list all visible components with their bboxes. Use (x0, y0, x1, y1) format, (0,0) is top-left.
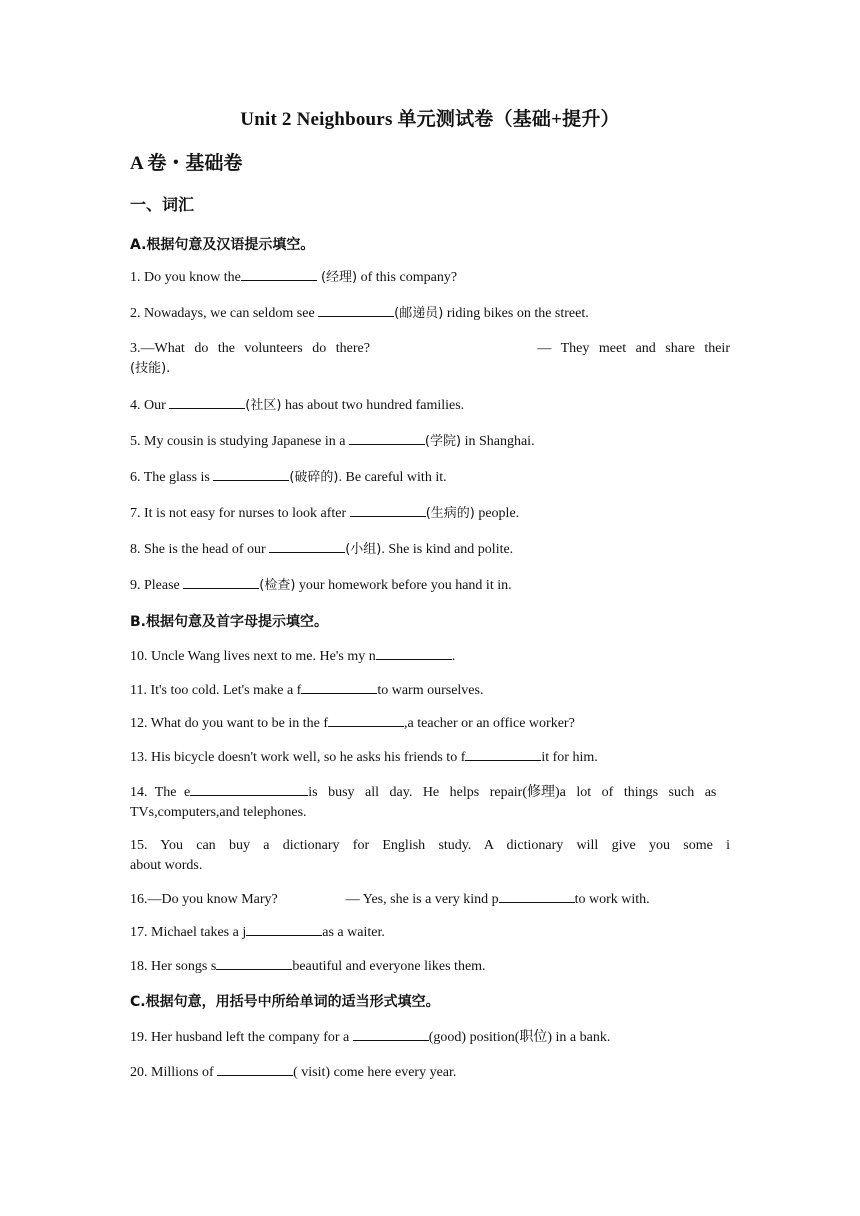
question-text: to warm ourselves. (377, 683, 484, 698)
answer-blank[interactable] (350, 503, 426, 517)
hint-text: (小组) (345, 542, 382, 557)
hint-text: (检查) (259, 578, 296, 593)
question-text: 7. It is not easy for nurses to look after (130, 506, 350, 521)
answer-blank[interactable] (499, 889, 575, 903)
answer-blank[interactable] (328, 713, 404, 727)
question-1 (130, 267, 730, 288)
question-text: in Shanghai. (461, 434, 535, 449)
question-text: of this company? (357, 270, 458, 285)
answer-blank[interactable] (349, 431, 425, 445)
question-text: has about two hundred families. (281, 398, 465, 413)
question-17 (130, 922, 730, 943)
question-text: . Be careful with it. (338, 470, 447, 485)
question-text: 1. Do you know the (130, 270, 241, 285)
hint-text: (技能). (130, 361, 171, 376)
question-text: 20. Millions of (130, 1065, 218, 1080)
question-13 (130, 747, 730, 768)
question-8 (130, 539, 730, 560)
question-2 (130, 303, 730, 324)
question-5 (130, 431, 730, 452)
question-text: to work with. (574, 892, 650, 907)
subsection-heading-a: A.根据句意及汉语提示填空。 (130, 237, 315, 253)
question-10 (130, 646, 730, 667)
question-text: 3.—What do the volunteers do there? (130, 341, 370, 356)
question-text: 8. She is the head of our (130, 542, 270, 557)
hint-text: (经理) (316, 270, 358, 285)
question-text: is busy all day. He helps repair(修理)a lot of things such as (308, 785, 717, 800)
question-4 (130, 395, 730, 416)
question-11 (130, 680, 730, 701)
question-text: — They meet and share their (537, 341, 730, 356)
hint-text: (生病的) (425, 506, 475, 521)
question-text: position(职位) in a bank. (466, 1030, 611, 1045)
answer-blank[interactable] (213, 467, 289, 481)
question-text: 12. What do you want to be in the f (130, 716, 329, 731)
question-text: 16.—Do you know Mary? (130, 892, 278, 907)
page-title: Unit 2 Neighbours 单元测试卷（基础+提升） (240, 109, 620, 130)
question-text: 10. Uncle Wang lives next to me. He's my n (130, 649, 376, 664)
part-heading-vocabulary: 一、词汇 (130, 195, 195, 214)
question-15 (130, 836, 730, 876)
question-14 (130, 782, 730, 823)
hint-text: (good) (428, 1030, 467, 1045)
question-text: 9. Please (130, 578, 184, 593)
answer-blank[interactable] (183, 575, 259, 589)
hint-text: (学院) (424, 434, 462, 449)
question-text: 15. You can buy a dictionary for English study. A dictionary will give you some i (130, 838, 730, 853)
question-text: 17. Michael takes a j (130, 925, 247, 940)
answer-blank[interactable] (217, 1062, 293, 1076)
answer-blank[interactable] (216, 956, 292, 970)
question-9 (130, 575, 730, 596)
question-text: . (451, 649, 456, 664)
question-text: beautiful and everyone likes them. (292, 959, 486, 974)
question-16 (130, 889, 730, 910)
answer-blank[interactable] (241, 267, 317, 281)
answer-blank[interactable] (318, 303, 394, 317)
question-7 (130, 503, 730, 524)
question-text: as a waiter. (322, 925, 385, 940)
answer-blank[interactable] (190, 782, 308, 796)
answer-blank[interactable] (353, 1027, 429, 1041)
question-text: 5. My cousin is studying Japanese in a (130, 434, 349, 449)
subsection-heading-c: C.根据句意，用括号中所给单词的适当形式填空。 (130, 994, 440, 1010)
question-text: 13. His bicycle doesn't work well, so he asks his friends to f (130, 750, 466, 765)
question-text: 11. It's too cold. Let's make a f (130, 683, 302, 698)
answer-blank[interactable] (269, 539, 345, 553)
answer-blank[interactable] (301, 680, 377, 694)
hint-text: (邮递员) (394, 306, 444, 321)
question-text: 2. Nowadays, we can seldom see (130, 306, 319, 321)
question-text: come here every year. (330, 1065, 457, 1080)
question-text: — Yes, she is a very kind p (345, 892, 499, 907)
hint-text: ( visit) (293, 1065, 331, 1080)
subsection-heading-b: B.根据句意及首字母提示填空。 (130, 614, 328, 630)
question-text: riding bikes on the street. (443, 306, 589, 321)
question-text: 6. The glass is (130, 470, 214, 485)
question-12 (130, 713, 730, 734)
answer-blank[interactable] (246, 922, 322, 936)
question-text: your homework before you hand it in. (295, 578, 512, 593)
question-text: . She is kind and polite. (381, 542, 514, 557)
hint-text: (破碎的) (289, 470, 339, 485)
question-text: people. (474, 506, 520, 521)
question-text: TVs,computers,and telephones. (130, 805, 307, 820)
section-heading-a: A 卷・基础卷 (130, 153, 243, 174)
hint-text: (社区) (245, 398, 282, 413)
answer-blank[interactable] (376, 646, 452, 660)
question-text: 19. Her husband left the company for a (130, 1030, 353, 1045)
question-text: 14. The e (130, 785, 191, 800)
question-20 (130, 1062, 730, 1083)
question-text: 18. Her songs s (130, 959, 217, 974)
question-text: about words. (130, 858, 203, 873)
question-18 (130, 956, 730, 977)
question-text: it for him. (541, 750, 598, 765)
answer-blank[interactable] (465, 747, 541, 761)
question-text: ,a teacher or an office worker? (404, 716, 575, 731)
question-6 (130, 467, 730, 488)
question-text: 4. Our (130, 398, 170, 413)
answer-blank[interactable] (169, 395, 245, 409)
question-19 (130, 1027, 730, 1048)
question-3 (130, 339, 730, 379)
